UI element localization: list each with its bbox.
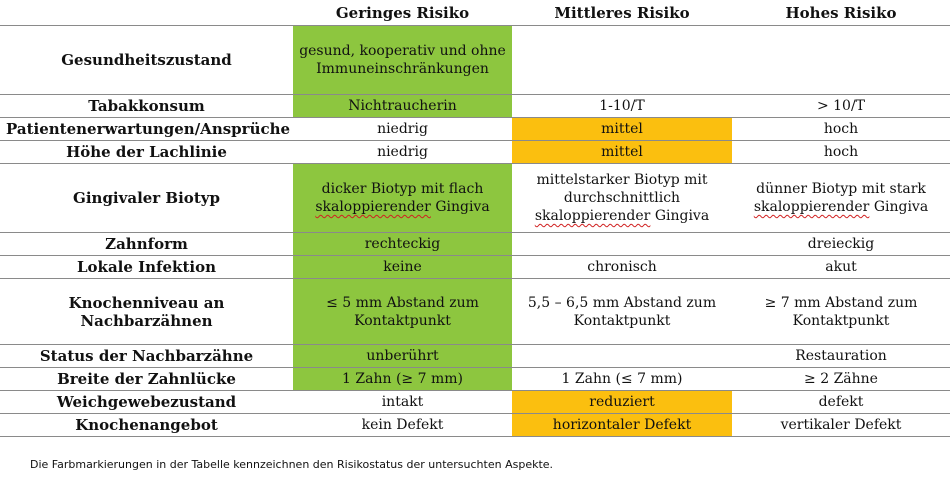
high-risk-cell: ≥ 2 Zähne (732, 368, 950, 391)
table-caption: Die Farbmarkierungen in der Tabelle kennzeichnen den Risikostatus der untersuchten Aspekte. (30, 458, 554, 471)
low-risk-cell: 1 Zahn (≥ 7 mm) (293, 368, 512, 391)
table-row (0, 345, 950, 368)
high-risk-cell: defekt (732, 391, 950, 414)
aspect-label: Gesundheitszustand (0, 26, 293, 95)
low-risk-cell: rechteckig (293, 233, 512, 256)
mid-risk-cell (512, 164, 732, 233)
aspect-label: Weichgewebezustand (0, 391, 293, 414)
low-risk-cell: intakt (293, 391, 512, 414)
table-row (0, 164, 950, 233)
high-risk-cell (732, 164, 950, 233)
header-aspect (0, 0, 293, 26)
low-risk-cell: unberührt (293, 345, 512, 368)
high-risk-cell: dreieckig (732, 233, 950, 256)
header-low-risk: Geringes Risiko (293, 0, 512, 26)
table-row (0, 118, 950, 141)
cell-text: dünner Biotyp mit stark (756, 181, 926, 197)
aspect-label: Knochenniveau an Nachbarzähnen (0, 279, 293, 345)
low-risk-cell: Nichtraucherin (293, 95, 512, 118)
low-risk-cell: gesund, kooperativ und ohne Immuneinschränkungen (293, 26, 512, 95)
low-risk-cell: niedrig (293, 118, 512, 141)
high-risk-cell: Restauration (732, 345, 950, 368)
mid-risk-cell: reduziert (512, 391, 732, 414)
cell-text: Gingiva (873, 199, 929, 215)
mid-risk-cell: 1 Zahn (≤ 7 mm) (512, 368, 732, 391)
header-row (0, 0, 950, 26)
aspect-label: Status der Nachbarzähne (0, 345, 293, 368)
aspect-label: Tabakkonsum (0, 95, 293, 118)
low-risk-cell (293, 164, 512, 233)
aspect-label: Knochenangebot (0, 414, 293, 437)
table-row (0, 95, 950, 118)
spellcheck-word: skaloppierender (753, 199, 870, 215)
table-row (0, 391, 950, 414)
high-risk-cell (732, 26, 950, 95)
aspect-label: Zahnform (0, 233, 293, 256)
high-risk-cell: akut (732, 256, 950, 279)
mid-risk-cell (512, 345, 732, 368)
cell-text: dicker Biotyp mit flach (321, 181, 484, 197)
table-row (0, 279, 950, 345)
mid-risk-cell (512, 26, 732, 95)
low-risk-cell: ≤ 5 mm Abstand zum Kontaktpunkt (293, 279, 512, 345)
mid-risk-cell: chronisch (512, 256, 732, 279)
aspect-label: Lokale Infektion (0, 256, 293, 279)
spellcheck-word: skaloppierender (534, 208, 651, 224)
high-risk-cell: vertikaler Defekt (732, 414, 950, 437)
table-row (0, 256, 950, 279)
low-risk-cell: niedrig (293, 141, 512, 164)
cell-text: mittelstarker Biotyp mit durchschnittlich (536, 172, 708, 206)
cell-text: Gingiva (654, 208, 710, 224)
high-risk-cell: ≥ 7 mm Abstand zum Kontaktpunkt (732, 279, 950, 345)
mid-risk-cell: mittel (512, 141, 732, 164)
high-risk-cell: > 10/T (732, 95, 950, 118)
mid-risk-cell: mittel (512, 118, 732, 141)
low-risk-cell: keine (293, 256, 512, 279)
spellcheck-word: skaloppierender (315, 199, 431, 215)
aspect-label: Breite der Zahnlücke (0, 368, 293, 391)
aspect-label: Höhe der Lachlinie (0, 141, 293, 164)
table-row (0, 233, 950, 256)
cell-text: Gingiva (435, 199, 490, 215)
mid-risk-cell (512, 233, 732, 256)
header-high-risk: Hohes Risiko (732, 0, 950, 26)
mid-risk-cell: 5,5 – 6,5 mm Abstand zum Kontaktpunkt (512, 279, 732, 345)
mid-risk-cell: 1-10/T (512, 95, 732, 118)
table-row (0, 141, 950, 164)
header-mid-risk: Mittleres Risiko (512, 0, 732, 26)
table-row (0, 368, 950, 391)
high-risk-cell: hoch (732, 141, 950, 164)
aspect-label: Patientenerwartungen/Ansprüche (0, 118, 293, 141)
table-row (0, 414, 950, 437)
aspect-label: Gingivaler Biotyp (0, 164, 293, 233)
mid-risk-cell: horizontaler Defekt (512, 414, 732, 437)
low-risk-cell: kein Defekt (293, 414, 512, 437)
table-row (0, 26, 950, 95)
high-risk-cell: hoch (732, 118, 950, 141)
